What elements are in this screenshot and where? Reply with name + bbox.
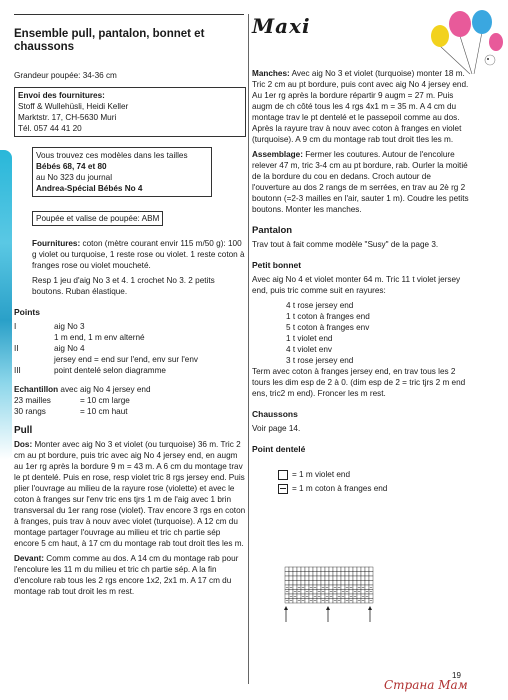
pull-title: Pull: [14, 425, 33, 436]
point-line: aig No 3: [54, 322, 85, 331]
diagram-cell: [353, 581, 357, 586]
diagram-cell: [301, 576, 305, 581]
diagram-cell: [317, 585, 321, 590]
point-row: [14, 343, 246, 365]
diagram-cell: [349, 590, 353, 595]
diagram-cell: [345, 594, 349, 599]
diagram-cell: [305, 585, 309, 590]
diagram-cell: [341, 576, 345, 581]
echantillon-label: Echantillon: [14, 385, 59, 394]
diagram-cell: [365, 585, 369, 590]
diagram-cell: [361, 590, 365, 595]
diagram-cell: [301, 581, 305, 586]
diagram-cell: [289, 576, 293, 581]
diagram-cell: [321, 581, 325, 586]
diagram-cell: [329, 581, 333, 586]
diagram-cell: [305, 576, 309, 581]
diagram-cell: [293, 576, 297, 581]
envoi-title: Envoi des fournitures:: [18, 91, 105, 100]
diagram-cell: [337, 567, 341, 572]
diagram-cell: [321, 576, 325, 581]
diagram-cell: [333, 581, 337, 586]
echantillon-paragraph: [14, 384, 246, 395]
point-number: II: [14, 344, 19, 353]
diagram-cell: [285, 581, 289, 586]
empty-square-icon: [278, 470, 288, 480]
legend-label: = 1 m violet end: [292, 470, 351, 479]
diagram-cell: [365, 576, 369, 581]
diagram-cell: [325, 572, 329, 577]
chaussons-text: Voir page 14.: [252, 424, 301, 433]
diagram-cell: [349, 576, 353, 581]
modeles-special: Andrea-Spécial Bébés No 4: [36, 184, 143, 193]
page-title: Ensemble pull, pantalon, bonnet et chaussons: [14, 28, 205, 53]
diagram-cell: [325, 576, 329, 581]
diagram-cell: [333, 572, 337, 577]
rayure-item: 1 t violet end: [286, 334, 333, 343]
right-column: [252, 68, 470, 497]
diagram-cell: [321, 567, 325, 572]
diagram-cell: [341, 567, 345, 572]
diagram-cell: [353, 585, 357, 590]
header-rule: [14, 14, 244, 15]
diagram-cell: [305, 572, 309, 577]
left-edge-decoration: [0, 150, 12, 460]
points-title: Points: [14, 307, 40, 317]
grandeur-text: Grandeur poupée: 34-36 cm: [14, 71, 117, 80]
rayure-item: 3 t rose jersey end: [286, 356, 354, 365]
legend-label: = 1 m coton à franges end: [292, 484, 388, 493]
diagram-cell: [361, 567, 365, 572]
diagram-cell: [313, 572, 317, 577]
bonnet-title: Petit bonnet: [252, 260, 302, 270]
diagram-cell: [357, 594, 361, 599]
point-number: I: [14, 322, 17, 331]
diagram-cell: [297, 581, 301, 586]
diagram-cell: [329, 599, 333, 604]
diagram-cell: [297, 572, 301, 577]
rayure-item: 5 t coton à franges env: [286, 323, 370, 332]
modeles-box: [32, 147, 212, 197]
point-line: 1 m end, 1 m env alterné: [54, 333, 145, 342]
column-divider: [248, 14, 249, 684]
diagram-cell: [325, 567, 329, 572]
brand-logo: Maxi: [252, 14, 311, 38]
dos-label: Dos:: [14, 440, 33, 449]
diagram-cell: [357, 581, 361, 586]
echantillon-text: avec aig No 4 jersey end: [58, 385, 151, 394]
devant-label: Devant:: [14, 554, 45, 563]
rayure-item: 1 t coton à franges end: [286, 312, 370, 321]
diagram-cell: [341, 585, 345, 590]
gauge-value: = 10 cm haut: [80, 407, 128, 416]
diagram-cell: [313, 590, 317, 595]
diagram-cell: [309, 581, 313, 586]
diagram-cell: [285, 594, 289, 599]
diagram-cell: [369, 594, 373, 599]
diagram-cell: [285, 567, 289, 572]
diagram-cell: [333, 594, 337, 599]
diagram-cell: [289, 590, 293, 595]
rayure-item: 4 t violet env: [286, 345, 332, 354]
fournitures-text: coton (mètre courant envir 115 m/50 g): 100 g violet ou turquoise, 1 reste rose ou violet. 1 reste coton à franges rose ou violet moucheté.: [32, 239, 245, 270]
diagram-cell: [293, 572, 297, 577]
diagram-cell: [337, 576, 341, 581]
diagram-cell: [369, 576, 373, 581]
diagram-cell: [309, 572, 313, 577]
diagram-cell: [353, 572, 357, 577]
diagram-cell: [289, 581, 293, 586]
legend-row: [278, 469, 470, 480]
diagram-cell: [365, 572, 369, 577]
terme-text: Term avec coton à franges jersey end, en trav tous les 2 tours les dim esp de 2 à 0. (dim esp de 2 = tric tjrs 2 m end ens, tric2 m end). Froncer les m rest.: [252, 367, 466, 398]
diagram-cell: [337, 581, 341, 586]
diagram-cell: [365, 581, 369, 586]
diagram-cell: [333, 576, 337, 581]
stitch-diagram: [284, 566, 380, 628]
diagram-cell: [301, 590, 305, 595]
diagram-cell: [365, 599, 369, 604]
diagram-cell: [369, 567, 373, 572]
modeles-sizes: Bébés 68, 74 et 80: [36, 162, 107, 171]
diagram-cell: [297, 576, 301, 581]
diagram-cell: [341, 581, 345, 586]
chaussons-title: Chaussons: [252, 409, 298, 419]
modeles-line: Vous trouvez ces modèles dans les tailles: [36, 151, 188, 160]
diagram-cell: [293, 581, 297, 586]
diagram-cell: [285, 576, 289, 581]
diagram-cell: [353, 599, 357, 604]
diagram-cell: [317, 572, 321, 577]
arrow-icon: [326, 606, 330, 622]
page-number: 19: [452, 671, 461, 680]
diagram-cell: [349, 581, 353, 586]
modeles-line: au No 323 du journal: [36, 173, 113, 182]
point-number: III: [14, 366, 21, 375]
diagram-cell: [357, 576, 361, 581]
assemblage-text: Fermer les coutures. Autour de l'encolure relever 47 m, tric 3-4 cm au pt bordure, rab. Ourler la moitié de la bordure du cou en dedans. Croch autour de l'ouverture au dos 2 rangs de m serrées, en trav au 2è rg 2 boutonn (=2-3 mailles en l'air, sauter 1 m). Coudre les petits boutons. Monter les manches.: [252, 150, 469, 214]
assemblage-label: Assemblage:: [252, 150, 303, 159]
diagram-cell: [285, 572, 289, 577]
diagram-cell: [301, 572, 305, 577]
diagram-cell: [329, 567, 333, 572]
diagram-cell: [333, 567, 337, 572]
diagram-cell: [313, 581, 317, 586]
diagram-cell: [329, 576, 333, 581]
arrow-icon: [284, 606, 288, 622]
gauge-label: 30 rangs: [14, 407, 46, 416]
legend-row: [278, 483, 470, 494]
poupee-box: Poupée et valise de poupée: ABM: [32, 211, 163, 226]
diagram-cell: [309, 594, 313, 599]
diagram-cell: [325, 590, 329, 595]
diagram-cell: [349, 572, 353, 577]
diagram-cell: [309, 567, 313, 572]
resp-paragraph: Resp 1 jeu d'aig No 3 et 4. 1 crochet No 3. 2 petits boutons. Ruban élastique.: [32, 276, 215, 296]
diagram-cell: [313, 567, 317, 572]
diagram-cell: [337, 572, 341, 577]
diagram-cell: [317, 599, 321, 604]
balloons-illustration: [420, 6, 506, 76]
diagram-cell: [345, 576, 349, 581]
diagram-cell: [289, 572, 293, 577]
diagram-cell: [325, 581, 329, 586]
gauge-row: [14, 395, 246, 406]
bonnet-text: Avec aig No 4 et violet monter 64 m. Tric 11 t violet jersey end, puis tric comme suit en rayures:: [252, 275, 461, 295]
diagram-cell: [345, 581, 349, 586]
diagram-cell: [337, 590, 341, 595]
diagram-cell: [317, 576, 321, 581]
devant-text: Comm comme au dos. A 14 cm du montage rab pour l'encolure les 11 m du milieu et tric ch partie sép. A la fin d'encolure rab tous les 2 rgs encore 1x2, 2x1 m. A 17 cm du montage rab tout droit les m rest.: [14, 554, 239, 596]
pantalon-text: Trav tout à fait comme modèle "Susy" de la page 3.: [252, 240, 439, 249]
diagram-cell: [305, 567, 309, 572]
diagram-cell: [297, 567, 301, 572]
diagram-cell: [305, 599, 309, 604]
diagram-cell: [289, 567, 293, 572]
diagram-cell: [321, 594, 325, 599]
envoi-line: Marktstr. 17, CH-5630 Muri: [18, 113, 117, 122]
diagram-cell: [301, 567, 305, 572]
envoi-box: [14, 87, 246, 137]
diagram-cell: [361, 572, 365, 577]
point-line: point dentelé selon diagramme: [54, 366, 166, 375]
diagram-cell: [321, 572, 325, 577]
diagram-cell: [353, 576, 357, 581]
diagram-cell: [369, 572, 373, 577]
diagram-cell: [293, 585, 297, 590]
diagram-cell: [341, 599, 345, 604]
diagram-cell: [345, 572, 349, 577]
gauge-label: 23 mailles: [14, 396, 51, 405]
dos-text: Monter avec aig No 3 et violet (ou turquoise) 36 m. Tric 2 cm au pt bordure, puis tric avec aig No 4 jersey end, en augm au 1er rg après la bordure 9 m = 43 m. A 6 cm du montage trav le pt dentelé. Puis en rose, resp violet tric 8 rgs jersey end. Puis plier l'ouvrage au milieu de la rayure rose (violette) et avec le coton à franges sur l'env tric ens tjrs 1 m de l'aig avec 1 brin transversal du 1er rang rose (violet). Trav encore 3 rgs en coton à franges, puis trav à nouv avec violet (turquoise). A 12 cm du montage partager l'ouvrage au milieu et tric ch partie sép encore 5 cm haut, à 17 cm du montage rab tout droit tles les m.: [14, 440, 246, 548]
point-row: [14, 321, 246, 343]
dos-paragraph: [14, 439, 246, 549]
diagram-cell: [365, 567, 369, 572]
left-column: [14, 28, 246, 601]
diagram-cell: [293, 567, 297, 572]
diagram-cell: [329, 585, 333, 590]
diagram-cell: [297, 594, 301, 599]
dash-square-icon: [278, 484, 288, 494]
diagram-cell: [353, 567, 357, 572]
assemblage-paragraph: [252, 149, 470, 215]
gauge-value: = 10 cm large: [80, 396, 130, 405]
diagram-cell: [313, 576, 317, 581]
diagram-cell: [309, 576, 313, 581]
diagram-cell: [341, 572, 345, 577]
gauge-row: [14, 406, 246, 417]
point-line: aig No 4: [54, 344, 85, 353]
diagram-cell: [293, 599, 297, 604]
fournitures-paragraph: [14, 238, 246, 271]
devant-paragraph: [14, 553, 246, 597]
diagram-cell: [369, 581, 373, 586]
diagram-cell: [345, 567, 349, 572]
envoi-line: Stoff & Wullehüsli, Heidi Keller: [18, 102, 129, 111]
point-line: jersey end = end sur l'end, env sur l'env: [54, 355, 198, 364]
manches-paragraph: [252, 68, 470, 145]
diagram-cell: [357, 567, 361, 572]
diagram-cell: [361, 581, 365, 586]
diagram-cell: [329, 572, 333, 577]
diagram-cell: [317, 567, 321, 572]
dentele-title: Point dentelé: [252, 444, 306, 454]
diagram-cell: [349, 567, 353, 572]
point-row: [14, 365, 246, 376]
manches-label: Manches:: [252, 69, 290, 78]
pantalon-title: Pantalon: [252, 225, 293, 236]
rayure-item: 4 t rose jersey end: [286, 301, 354, 310]
watermark: Страна Мам: [384, 678, 468, 692]
diagram-cell: [361, 576, 365, 581]
diagram-cell: [317, 581, 321, 586]
fournitures-label: Fournitures:: [32, 239, 81, 248]
arrow-icon: [368, 606, 372, 622]
rayures-list: [252, 300, 470, 366]
manches-text: Avec aig No 3 et violet (turquoise) monter 18 m. Tric 2 cm au pt bordure, puis cont avec aig No 4 jersey end. Au 1er rg après la bordure répartir 9 augm = 27 m. Puis augm de ch côté tous les 4 rgs 4x1 m = 35 m. A 4 cm du montage trav le pt dentelé et le passepoil comme au dos. Après la rayure trav à nouv avec coton à franges en violet (turquoise). A 9 cm du montage rab tout droit tles les m.: [252, 69, 469, 144]
envoi-line: Tél. 057 44 41 20: [18, 124, 82, 133]
diagram-cell: [357, 572, 361, 577]
diagram-cell: [305, 581, 309, 586]
